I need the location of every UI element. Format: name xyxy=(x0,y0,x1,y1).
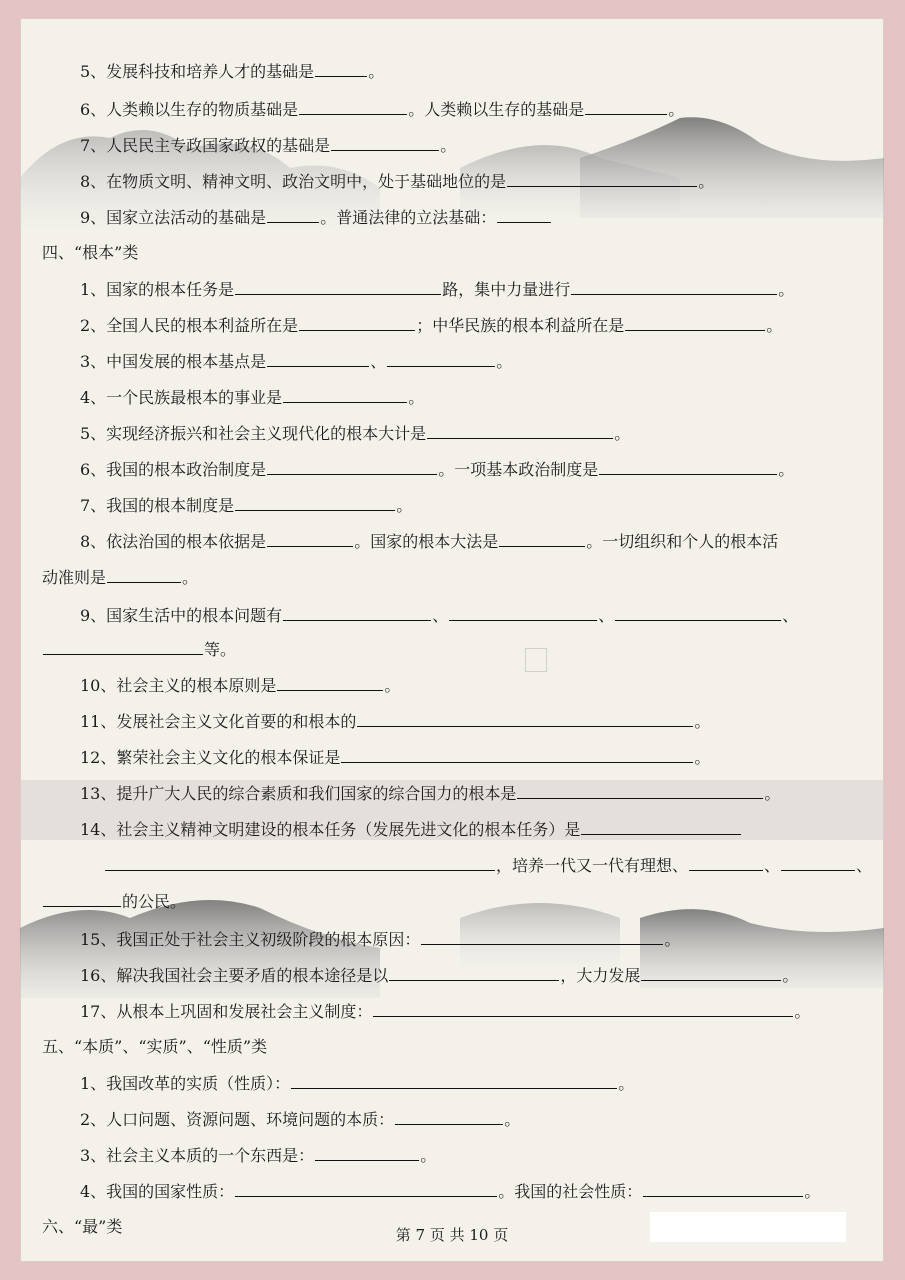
question-line xyxy=(80,278,794,301)
line-text: 6、人类赖以生存的物质基础是 xyxy=(80,100,299,119)
answer-blank xyxy=(235,494,395,511)
line-text: 、 xyxy=(432,606,449,625)
line-text: 。 xyxy=(618,1074,635,1093)
answer-blank xyxy=(315,60,367,77)
line-text: 。 xyxy=(384,676,401,695)
answer-blank xyxy=(43,890,121,907)
line-text: 。 xyxy=(420,1146,437,1165)
answer-blank xyxy=(781,854,855,871)
line-text: 。 xyxy=(782,966,799,985)
answer-blank xyxy=(599,458,777,475)
question-line xyxy=(80,60,384,83)
line-text: 。 xyxy=(778,280,795,299)
line-text: ，大力发展 xyxy=(560,966,641,985)
line-text: 。 xyxy=(778,460,795,479)
line-text: 。普通法律的立法基础： xyxy=(320,208,497,227)
question-line xyxy=(80,1180,820,1203)
line-text: 。 xyxy=(368,62,385,81)
answer-blank xyxy=(283,604,431,621)
answer-blank xyxy=(105,854,495,871)
answer-blank xyxy=(267,350,369,367)
question-line xyxy=(42,566,198,589)
line-text: 。 xyxy=(440,136,457,155)
question-line xyxy=(80,782,780,805)
answer-blank xyxy=(291,1072,617,1089)
question-line xyxy=(80,964,798,987)
line-text: 、 xyxy=(598,606,615,625)
question-line xyxy=(80,1144,436,1167)
line-text: 。 xyxy=(794,1002,811,1021)
answer-blank xyxy=(107,566,181,583)
line-text: 路，集中力量进行 xyxy=(442,280,571,299)
line-text: 。国家的根本大法是 xyxy=(354,532,499,551)
question-line xyxy=(80,458,794,481)
line-text: 8、依法治国的根本依据是 xyxy=(80,532,267,551)
answer-blank xyxy=(585,98,667,115)
faint-seal-stamp xyxy=(525,648,547,672)
answer-blank xyxy=(267,458,437,475)
line-text: 、 xyxy=(370,352,387,371)
question-line xyxy=(80,1072,634,1095)
line-text: 5、实现经济振兴和社会主义现代化的根本大计是 xyxy=(80,424,427,443)
answer-blank xyxy=(387,350,495,367)
answer-blank xyxy=(331,134,439,151)
answer-blank xyxy=(267,206,319,223)
question-line xyxy=(80,746,710,769)
line-text: 16、解决我国社会主要矛盾的根本途径是以 xyxy=(80,966,389,985)
question-line xyxy=(80,928,680,951)
answer-blank xyxy=(357,710,693,727)
line-text: 。人类赖以生存的基础是 xyxy=(408,100,585,119)
line-text: 。 xyxy=(664,930,681,949)
answer-blank xyxy=(421,928,663,945)
line-text: 。 xyxy=(496,352,513,371)
answer-blank xyxy=(267,530,353,547)
answer-blank xyxy=(235,1180,497,1197)
line-text: 。 xyxy=(668,100,685,119)
line-text: 。 xyxy=(766,316,783,335)
line-text: 。 xyxy=(694,712,711,731)
answer-blank xyxy=(625,314,765,331)
line-text: 、 xyxy=(764,856,781,875)
line-text: 2、全国人民的根本利益所在是 xyxy=(80,316,299,335)
question-line xyxy=(80,170,714,193)
line-text: 17、从根本上巩固和发展社会主义制度： xyxy=(80,1002,373,1021)
line-text: 、 xyxy=(856,856,873,875)
answer-blank xyxy=(615,604,781,621)
section-heading xyxy=(42,1036,267,1058)
line-text: 2、人口问题、资源问题、环境问题的本质： xyxy=(80,1110,395,1129)
line-text: 。 xyxy=(764,784,781,803)
answer-blank xyxy=(571,278,777,295)
line-text: 。 xyxy=(396,496,413,515)
answer-blank xyxy=(277,674,383,691)
line-text: 。一切组织和个人的根本活 xyxy=(586,532,779,551)
line-text: 11、发展社会主义文化首要的和根本的 xyxy=(80,712,357,731)
answer-blank xyxy=(373,1000,793,1017)
line-text: 。 xyxy=(408,388,425,407)
line-text: 4、一个民族最根本的事业是 xyxy=(80,388,283,407)
line-text: 14、社会主义精神文明建设的根本任务（发展先进文化的根本任务）是 xyxy=(80,820,581,839)
line-text: 1、国家的根本任务是 xyxy=(80,280,235,299)
line-text: 的公民。 xyxy=(122,892,187,911)
line-text: 。 xyxy=(698,172,715,191)
page-footer: 第 7 页 共 10 页 xyxy=(395,1226,509,1244)
question-line xyxy=(80,350,512,373)
question-line xyxy=(80,314,782,337)
line-text: 7、我国的根本制度是 xyxy=(80,496,235,515)
line-text: 12、繁荣社会主义文化的根本保证是 xyxy=(80,748,341,767)
line-text: 。 xyxy=(182,568,199,587)
line-text: 。 xyxy=(504,1110,521,1129)
answer-blank xyxy=(299,98,407,115)
line-text: 四、“根本”类 xyxy=(42,243,139,262)
question-line xyxy=(80,386,424,409)
answer-blank xyxy=(395,1108,503,1125)
line-text: 3、社会主义本质的一个东西是： xyxy=(80,1146,315,1165)
question-line xyxy=(80,818,742,841)
answer-blank xyxy=(299,314,415,331)
line-text: 4、我国的国家性质： xyxy=(80,1182,235,1201)
answer-blank xyxy=(341,746,693,763)
question-line xyxy=(80,530,778,553)
line-text: 13、提升广大人民的综合素质和我们国家的综合国力的根本是 xyxy=(80,784,517,803)
line-text: 9、国家生活中的根本问题有 xyxy=(80,606,283,625)
line-text: 1、我国改革的实质（性质）： xyxy=(80,1074,291,1093)
question-line xyxy=(80,206,552,229)
line-text: 五、“本质”、“实质”、“性质”类 xyxy=(42,1037,268,1056)
answer-blank xyxy=(497,206,551,223)
line-text: 。一项基本政治制度是 xyxy=(438,460,599,479)
line-text: 。 xyxy=(694,748,711,767)
line-text: 。我国的社会性质： xyxy=(498,1182,643,1201)
white-patch xyxy=(650,1212,846,1242)
line-text: 3、中国发展的根本基点是 xyxy=(80,352,267,371)
answer-blank xyxy=(449,604,597,621)
line-text: 5、发展科技和培养人才的基础是 xyxy=(80,62,315,81)
answer-blank xyxy=(581,818,741,835)
question-line xyxy=(80,1000,810,1023)
page xyxy=(20,18,884,1262)
question-line xyxy=(42,890,186,913)
line-text: 等。 xyxy=(204,640,237,659)
question-line xyxy=(80,604,798,627)
line-text: 。 xyxy=(804,1182,821,1201)
line-text: 7、人民民主专政国家政权的基础是 xyxy=(80,136,331,155)
line-text: ，培养一代又一代有理想、 xyxy=(496,856,689,875)
line-text: 9、国家立法活动的基础是 xyxy=(80,208,267,227)
question-line xyxy=(80,494,412,517)
question-line xyxy=(80,134,456,157)
line-text: 15、我国正处于社会主义初级阶段的根本原因： xyxy=(80,930,421,949)
line-text: 10、社会主义的根本原则是 xyxy=(80,676,277,695)
answer-blank xyxy=(643,1180,803,1197)
line-text: ；中华民族的根本利益所在是 xyxy=(416,316,625,335)
question-line xyxy=(80,710,710,733)
answer-blank xyxy=(427,422,613,439)
answer-blank xyxy=(517,782,763,799)
question-line xyxy=(80,1108,520,1131)
answer-blank xyxy=(389,964,559,981)
answer-blank xyxy=(315,1144,419,1161)
answer-blank xyxy=(507,170,697,187)
line-text: 动准则是 xyxy=(42,568,107,587)
line-text: 6、我国的根本政治制度是 xyxy=(80,460,267,479)
question-line xyxy=(80,674,400,697)
answer-blank xyxy=(641,964,781,981)
line-text: 8、在物质文明、精神文明、政治文明中，处于基础地位的是 xyxy=(80,172,507,191)
question-line xyxy=(80,98,684,121)
answer-blank xyxy=(43,638,203,655)
section-heading xyxy=(42,242,138,264)
answer-blank xyxy=(283,386,407,403)
answer-blank xyxy=(235,278,441,295)
answer-blank xyxy=(689,854,763,871)
line-text: 。 xyxy=(614,424,631,443)
line-text: 、 xyxy=(782,606,799,625)
question-line xyxy=(80,422,630,445)
answer-blank xyxy=(499,530,585,547)
line-text: 六、“最”类 xyxy=(42,1217,123,1236)
question-line xyxy=(42,638,236,661)
question-line xyxy=(104,854,872,877)
